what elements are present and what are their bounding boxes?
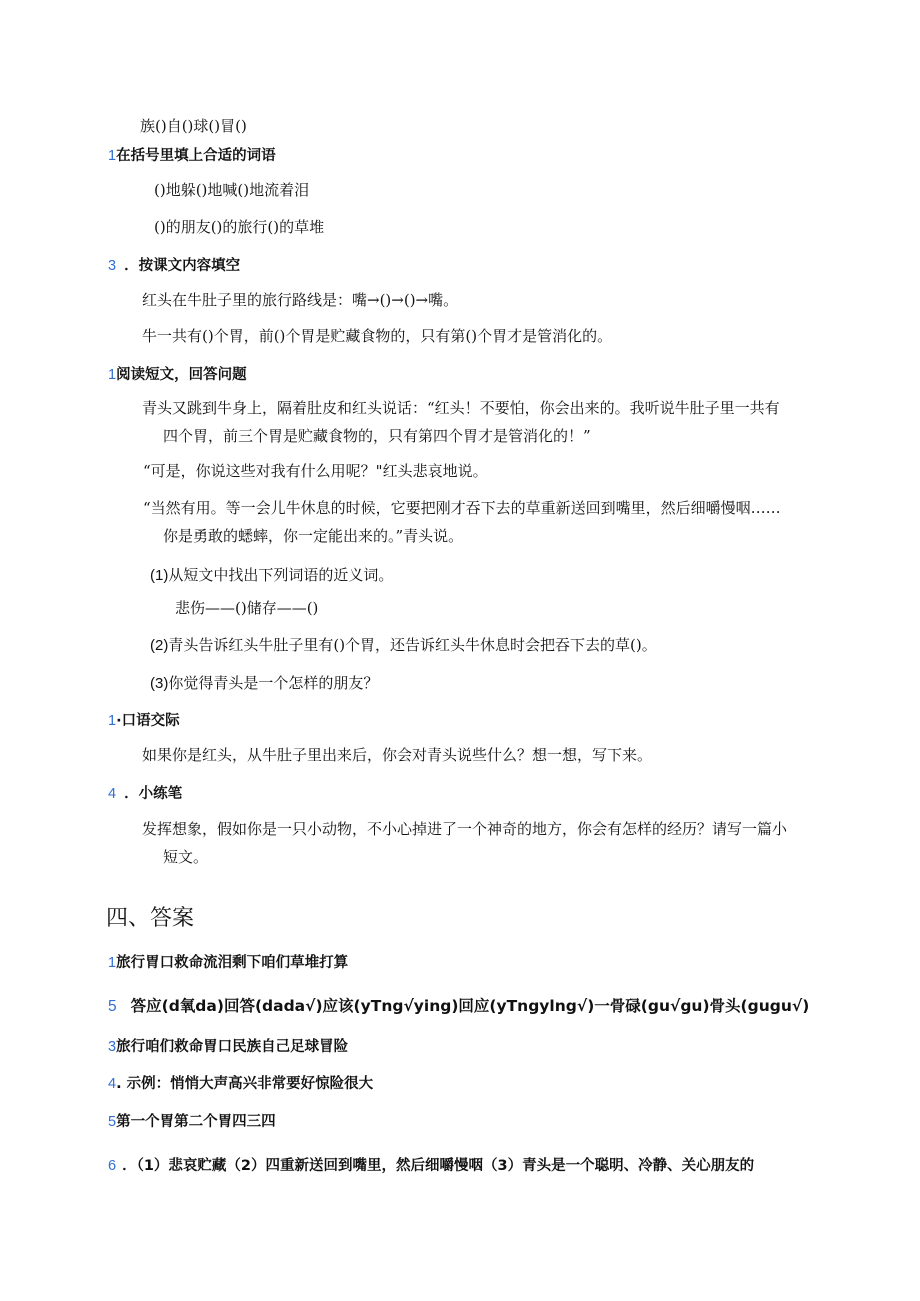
question-number: 1 [108, 148, 117, 164]
oral-body: 如果你是红头，从牛肚子里出来后，你会对青头说些什么？想一想，写下来。 [142, 746, 653, 764]
fill-characters-line: 族()自()球()冒() [140, 117, 247, 135]
question-title-text: ．按课文内容填空 [124, 258, 241, 274]
answer-number: 5 [108, 1114, 117, 1130]
reading-subquestion-1 [150, 565, 393, 586]
reading-subquestion-2 [150, 635, 657, 656]
writing-body-b: 短文。 [163, 848, 209, 866]
subquestion-text: 你觉得青头是一个怎样的朋友？ [168, 674, 379, 692]
answer-2 [108, 996, 809, 1017]
answer-number: 4 [108, 1076, 117, 1092]
question-1-title [108, 146, 276, 166]
reading-paragraph-1b: 四个胃，前三个胃是贮藏食物的，只有第四个胃才是管消化的！” [163, 427, 591, 445]
subquestion-number: (2) [150, 637, 169, 654]
answer-5 [108, 1112, 276, 1132]
oral-title [108, 711, 180, 731]
subquestion-text: 青头告诉红头牛肚子里有()个胃，还告诉红头牛休息时会把吞下去的草()。 [168, 636, 657, 654]
answer-1 [108, 953, 348, 973]
answer-text: . 示例：悄悄大声高兴非常要好惊险很大 [116, 1076, 374, 1092]
answers-heading: 四、答案 [106, 906, 195, 931]
answer-4 [108, 1074, 373, 1094]
writing-body-a: 发挥想象，假如你是一只小动物，不小心掉进了一个神奇的地方，你会有怎样的经历？请写一篇小 [142, 820, 788, 838]
question-1-line-2: ()的朋友()的旅行()的草堆 [154, 218, 325, 236]
answer-number: 1 [108, 955, 117, 971]
question-1-line-1: ()地躲()地喊()地流着泪 [154, 181, 310, 199]
reading-subquestion-3 [150, 673, 378, 694]
reading-title [108, 365, 247, 385]
answer-6 [108, 1156, 754, 1176]
answer-text: 旅行胃口救命流泪剩下咱们草堆打算 [116, 955, 349, 971]
answer-text: 答应(d氧da)回答(dada√)应该(yTng√ying)回应(yTngylng√)一骨碌(gu√gu)骨头(gugu√) [130, 997, 810, 1015]
question-number: 1 [108, 713, 117, 729]
question-title-text: ．小练笔 [124, 786, 183, 802]
question-title-text: 阅读短文，回答问题 [116, 367, 247, 383]
question-number: 1 [108, 367, 117, 383]
answer-text: 旅行咱们救命胃口民族自己足球冒险 [116, 1039, 349, 1055]
subquestion-text: 从短文中找出下列词语的近义词。 [168, 566, 394, 584]
question-number: 3 [108, 258, 117, 274]
question-3-title [108, 256, 240, 276]
question-3-line-1: 红头在牛肚子里的旅行路线是：嘴→()→()→嘴。 [142, 291, 459, 309]
answer-3 [108, 1037, 348, 1057]
subquestion-number: (1) [150, 567, 169, 584]
writing-title [108, 784, 182, 804]
subquestion-number: (3) [150, 675, 169, 692]
reading-paragraph-3b: 你是勇敢的蟋蟀，你一定能出来的。”青头说。 [163, 527, 464, 545]
reading-paragraph-3a: “当然有用。等一会儿牛休息的时候，它要把刚才吞下去的草重新送回到嘴里，然后细嚼慢咽…… [143, 499, 781, 517]
answer-text: ．（1）悲哀贮藏（2）四重新送回到嘴里，然后细嚼慢咽（3）青头是一个聪明、冷静、关心朋友的 [122, 1158, 755, 1174]
answer-number: 5 [108, 998, 117, 1015]
question-title-text: 在括号里填上合适的词语 [116, 148, 276, 164]
question-number: 4 [108, 786, 117, 802]
answer-number: 3 [108, 1039, 117, 1055]
answer-number: 6 [108, 1158, 117, 1174]
reading-paragraph-2: “可是，你说这些对我有什么用呢？"红头悲哀地说。 [143, 462, 488, 480]
reading-subquestion-1-answer: 悲伤——()储存——() [175, 599, 319, 617]
reading-paragraph-1a: 青头又跳到牛身上，隔着肚皮和红头说话：“红头！不要怕，你会出来的。我听说牛肚子里一共有 [142, 399, 780, 417]
answer-text: 第一个胃第二个胃四三四 [116, 1114, 276, 1130]
question-3-line-2: 牛一共有()个胃，前()个胃是贮藏食物的，只有第()个胃才是管消化的。 [142, 327, 613, 345]
question-title-text: ·口语交际 [116, 713, 180, 729]
